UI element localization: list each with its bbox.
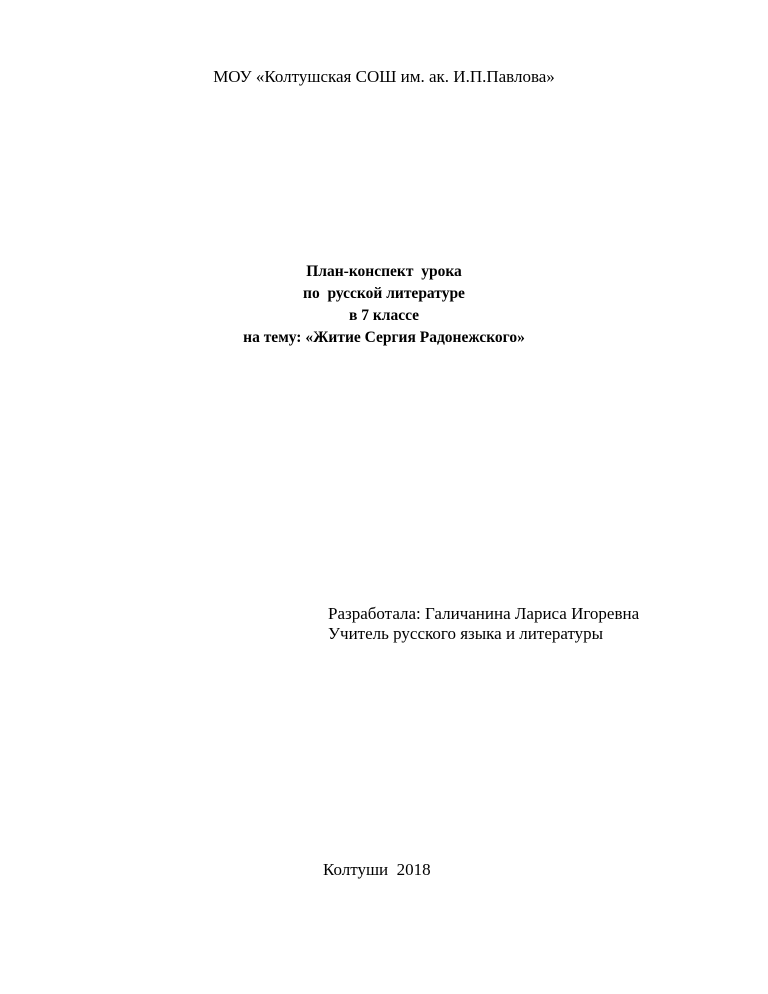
place-and-year: Колтуши 2018 bbox=[323, 860, 431, 879]
author-name: Разработала: Галичанина Лариса Игоревна bbox=[328, 604, 640, 623]
school-name: МОУ «Колтушская СОШ им. ак. И.П.Павлова» bbox=[213, 67, 555, 86]
title-line-topic: на тему: «Житие Сергия Радонежского» bbox=[243, 329, 525, 346]
lesson-title-block bbox=[0, 261, 768, 349]
title-line-plan: План-конспект урока bbox=[306, 263, 462, 280]
author-block bbox=[328, 604, 639, 644]
author-position: Учитель русского языка и литературы bbox=[328, 624, 604, 643]
title-line-grade: в 7 классе bbox=[348, 307, 420, 324]
title-line-subject: по русской литературе bbox=[303, 285, 465, 302]
